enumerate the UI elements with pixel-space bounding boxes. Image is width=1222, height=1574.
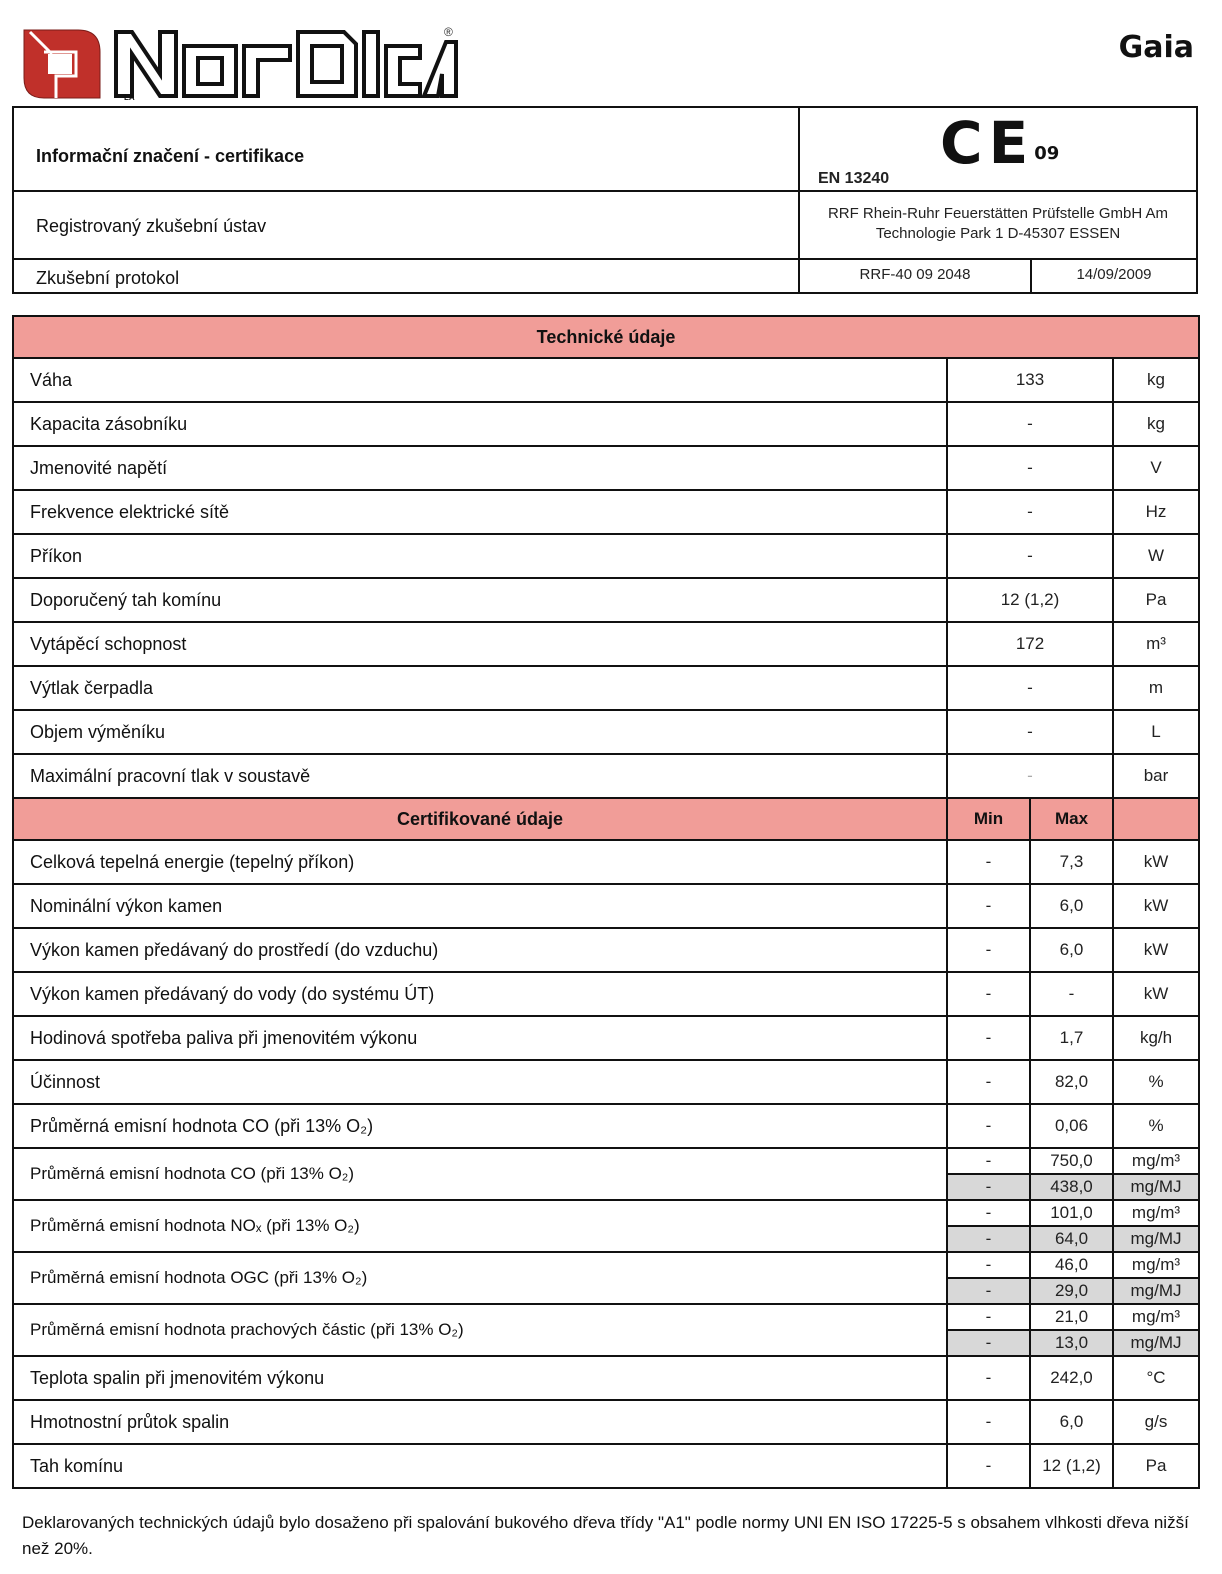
- row-min: -: [947, 1252, 1030, 1278]
- row-max: -: [1030, 972, 1113, 1016]
- row-unit: kW: [1113, 840, 1199, 884]
- row-value: 172: [947, 622, 1113, 666]
- row-label: Objem výměníku: [13, 710, 947, 754]
- row-value: -: [947, 446, 1113, 490]
- row-label: Váha: [13, 358, 947, 402]
- row-label: Hmotnostní průtok spalin: [13, 1400, 947, 1444]
- row-max: 6,0: [1030, 1400, 1113, 1444]
- col-max-header: Max: [1030, 798, 1113, 840]
- row-unit: mg/m³: [1113, 1200, 1199, 1226]
- cert-row-lab: [14, 192, 1196, 260]
- row-min: -: [947, 1060, 1030, 1104]
- table-row: [13, 884, 1199, 928]
- table-row: [13, 928, 1199, 972]
- row-min: -: [947, 1148, 1030, 1174]
- row-label: Průměrná emisní hodnota OGC (při 13% O₂): [13, 1252, 947, 1304]
- row-label: Hodinová spotřeba paliva při jmenovitém výkonu: [13, 1016, 947, 1060]
- row-unit: mg/MJ: [1113, 1330, 1199, 1356]
- table-row: [13, 754, 1199, 798]
- row-max: 12 (1,2): [1030, 1444, 1113, 1488]
- row-label: Průměrná emisní hodnota prachových částic (při 13% O₂): [13, 1304, 947, 1356]
- row-max: 101,0: [1030, 1200, 1113, 1226]
- row-max: 1,7: [1030, 1016, 1113, 1060]
- row-max: 46,0: [1030, 1252, 1113, 1278]
- row-unit: W: [1113, 534, 1199, 578]
- row-min: -: [947, 1330, 1030, 1356]
- row-unit: mg/MJ: [1113, 1278, 1199, 1304]
- cert-title: Informační značení - certifikace: [36, 146, 305, 166]
- row-max: 29,0: [1030, 1278, 1113, 1304]
- table-row: [13, 578, 1199, 622]
- row-label: Průměrná emisní hodnota NOₓ (při 13% O₂): [13, 1200, 947, 1252]
- row-unit: m³: [1113, 622, 1199, 666]
- row-min: -: [947, 1200, 1030, 1226]
- row-unit: Pa: [1113, 578, 1199, 622]
- row-unit: kW: [1113, 884, 1199, 928]
- table-row: [13, 1444, 1199, 1488]
- table-row: [13, 840, 1199, 884]
- table-row: [13, 1104, 1199, 1148]
- row-label: Průměrná emisní hodnota CO (při 13% O₂): [13, 1148, 947, 1200]
- table-row-split: [13, 1200, 1199, 1226]
- row-value: -: [947, 402, 1113, 446]
- row-max: 6,0: [1030, 884, 1113, 928]
- ce-cell: [800, 108, 1196, 190]
- row-label: Příkon: [13, 534, 947, 578]
- table-row: [13, 666, 1199, 710]
- la-nordica-logo: [20, 22, 460, 102]
- row-label: Výtlak čerpadla: [13, 666, 947, 710]
- row-min: -: [947, 884, 1030, 928]
- section-title: Technické údaje: [13, 316, 1199, 358]
- row-min: -: [947, 1016, 1030, 1060]
- table-row: [13, 358, 1199, 402]
- row-unit: L: [1113, 710, 1199, 754]
- row-min: -: [947, 1104, 1030, 1148]
- row-min: -: [947, 928, 1030, 972]
- row-max: 0,06: [1030, 1104, 1113, 1148]
- row-value: -: [947, 754, 1113, 798]
- row-value: -: [947, 666, 1113, 710]
- page-header: [0, 0, 1222, 105]
- cert-row-report: [14, 260, 1196, 292]
- table-row: [13, 1016, 1199, 1060]
- table-row-split: [13, 1148, 1199, 1174]
- report-cells: [800, 260, 1196, 292]
- ce-mark-icon: $CE_{09}$: [940, 109, 1060, 177]
- row-unit: mg/m³: [1113, 1304, 1199, 1330]
- row-value: -: [947, 490, 1113, 534]
- row-value: 12 (1,2): [947, 578, 1113, 622]
- row-value: -: [947, 534, 1113, 578]
- row-min: -: [947, 1444, 1030, 1488]
- row-unit: mg/MJ: [1113, 1174, 1199, 1200]
- lab-value-line1: RRF Rhein-Ruhr Feuerstätten Prüfstelle GmbH Am: [827, 205, 1169, 222]
- row-unit: mg/m³: [1113, 1148, 1199, 1174]
- row-unit: mg/MJ: [1113, 1226, 1199, 1252]
- lab-value-line2: Technologie Park 1 D-45307 ESSEN: [875, 225, 1121, 242]
- cert-row-marking: [14, 108, 1196, 192]
- report-label: Zkušební protokol: [36, 268, 180, 288]
- row-label: Výkon kamen předávaný do vody (do systému ÚT): [13, 972, 947, 1016]
- row-value: 133: [947, 358, 1113, 402]
- table-row: [13, 490, 1199, 534]
- table-row: [13, 534, 1199, 578]
- col-unit-header: [1113, 798, 1199, 840]
- row-unit: %: [1113, 1104, 1199, 1148]
- row-unit: Hz: [1113, 490, 1199, 534]
- row-unit: %: [1113, 1060, 1199, 1104]
- svg-text:LA: LA: [124, 93, 135, 102]
- row-min: -: [947, 1400, 1030, 1444]
- row-unit: mg/m³: [1113, 1252, 1199, 1278]
- table-row: [13, 972, 1199, 1016]
- row-label: Doporučený tah komínu: [13, 578, 947, 622]
- row-unit: kW: [1113, 928, 1199, 972]
- row-label: Průměrná emisní hodnota CO (při 13% O₂): [13, 1104, 947, 1148]
- row-unit: kg: [1113, 358, 1199, 402]
- row-unit: °C: [1113, 1356, 1199, 1400]
- row-max: 242,0: [1030, 1356, 1113, 1400]
- row-unit: g/s: [1113, 1400, 1199, 1444]
- table-row: [13, 622, 1199, 666]
- row-unit: kW: [1113, 972, 1199, 1016]
- row-label: Celková tepelná energie (tepelný příkon): [13, 840, 947, 884]
- section-title: Certifikované údaje: [13, 798, 947, 840]
- row-label: Vytápěcí schopnost: [13, 622, 947, 666]
- row-max: 21,0: [1030, 1304, 1113, 1330]
- row-min: -: [947, 1278, 1030, 1304]
- row-min: -: [947, 1356, 1030, 1400]
- row-min: -: [947, 1226, 1030, 1252]
- row-max: 64,0: [1030, 1226, 1113, 1252]
- row-label: Výkon kamen předávaný do prostředí (do vzduchu): [13, 928, 947, 972]
- table-row-split: [13, 1252, 1199, 1278]
- lab-value: [800, 192, 1196, 258]
- row-value: -: [947, 710, 1113, 754]
- standard-label: EN 13240: [818, 170, 890, 187]
- certification-table: [12, 106, 1198, 294]
- row-max: 750,0: [1030, 1148, 1113, 1174]
- row-min: -: [947, 1174, 1030, 1200]
- report-number: RRF-40 09 2048: [859, 266, 971, 283]
- row-label: Tah komínu: [13, 1444, 947, 1488]
- row-label: Maximální pracovní tlak v soustavě: [13, 754, 947, 798]
- table-row: [13, 710, 1199, 754]
- row-unit: kg: [1113, 402, 1199, 446]
- col-min-header: Min: [947, 798, 1030, 840]
- row-label: Teplota spalin při jmenovitém výkonu: [13, 1356, 947, 1400]
- row-label: Nominální výkon kamen: [13, 884, 947, 928]
- row-min: -: [947, 972, 1030, 1016]
- row-label: Kapacita zásobníku: [13, 402, 947, 446]
- row-label: Frekvence elektrické sítě: [13, 490, 947, 534]
- row-max: 438,0: [1030, 1174, 1113, 1200]
- table-row: [13, 1356, 1199, 1400]
- row-unit: bar: [1113, 754, 1199, 798]
- row-unit: kg/h: [1113, 1016, 1199, 1060]
- row-max: 13,0: [1030, 1330, 1113, 1356]
- row-min: -: [947, 1304, 1030, 1330]
- model-name: Gaia: [1118, 30, 1194, 65]
- svg-text:®: ®: [444, 25, 453, 39]
- footnote: Deklarovaných technických údajů bylo dosaženo při spalování bukového dřeva třídy "A1" podle normy UNI EN ISO 17225-5 s obsahem vlhkosti dřeva nižší než 20%.: [22, 1513, 1189, 1558]
- table-row: [13, 402, 1199, 446]
- row-label: Účinnost: [13, 1060, 947, 1104]
- row-min: -: [947, 840, 1030, 884]
- report-date: 14/09/2009: [1076, 266, 1152, 283]
- row-unit: Pa: [1113, 1444, 1199, 1488]
- row-unit: m: [1113, 666, 1199, 710]
- row-unit: V: [1113, 446, 1199, 490]
- table-row: [13, 1400, 1199, 1444]
- row-label: Jmenovité napětí: [13, 446, 947, 490]
- row-max: 6,0: [1030, 928, 1113, 972]
- lab-label: Registrovaný zkušební ústav: [36, 216, 267, 236]
- row-max: 82,0: [1030, 1060, 1113, 1104]
- technical-data-table: [12, 315, 1200, 1489]
- section-header-certified: [13, 798, 1199, 840]
- section-header-technical: [13, 316, 1199, 358]
- table-row-split: [13, 1304, 1199, 1330]
- row-max: 7,3: [1030, 840, 1113, 884]
- table-row: [13, 446, 1199, 490]
- table-row: [13, 1060, 1199, 1104]
